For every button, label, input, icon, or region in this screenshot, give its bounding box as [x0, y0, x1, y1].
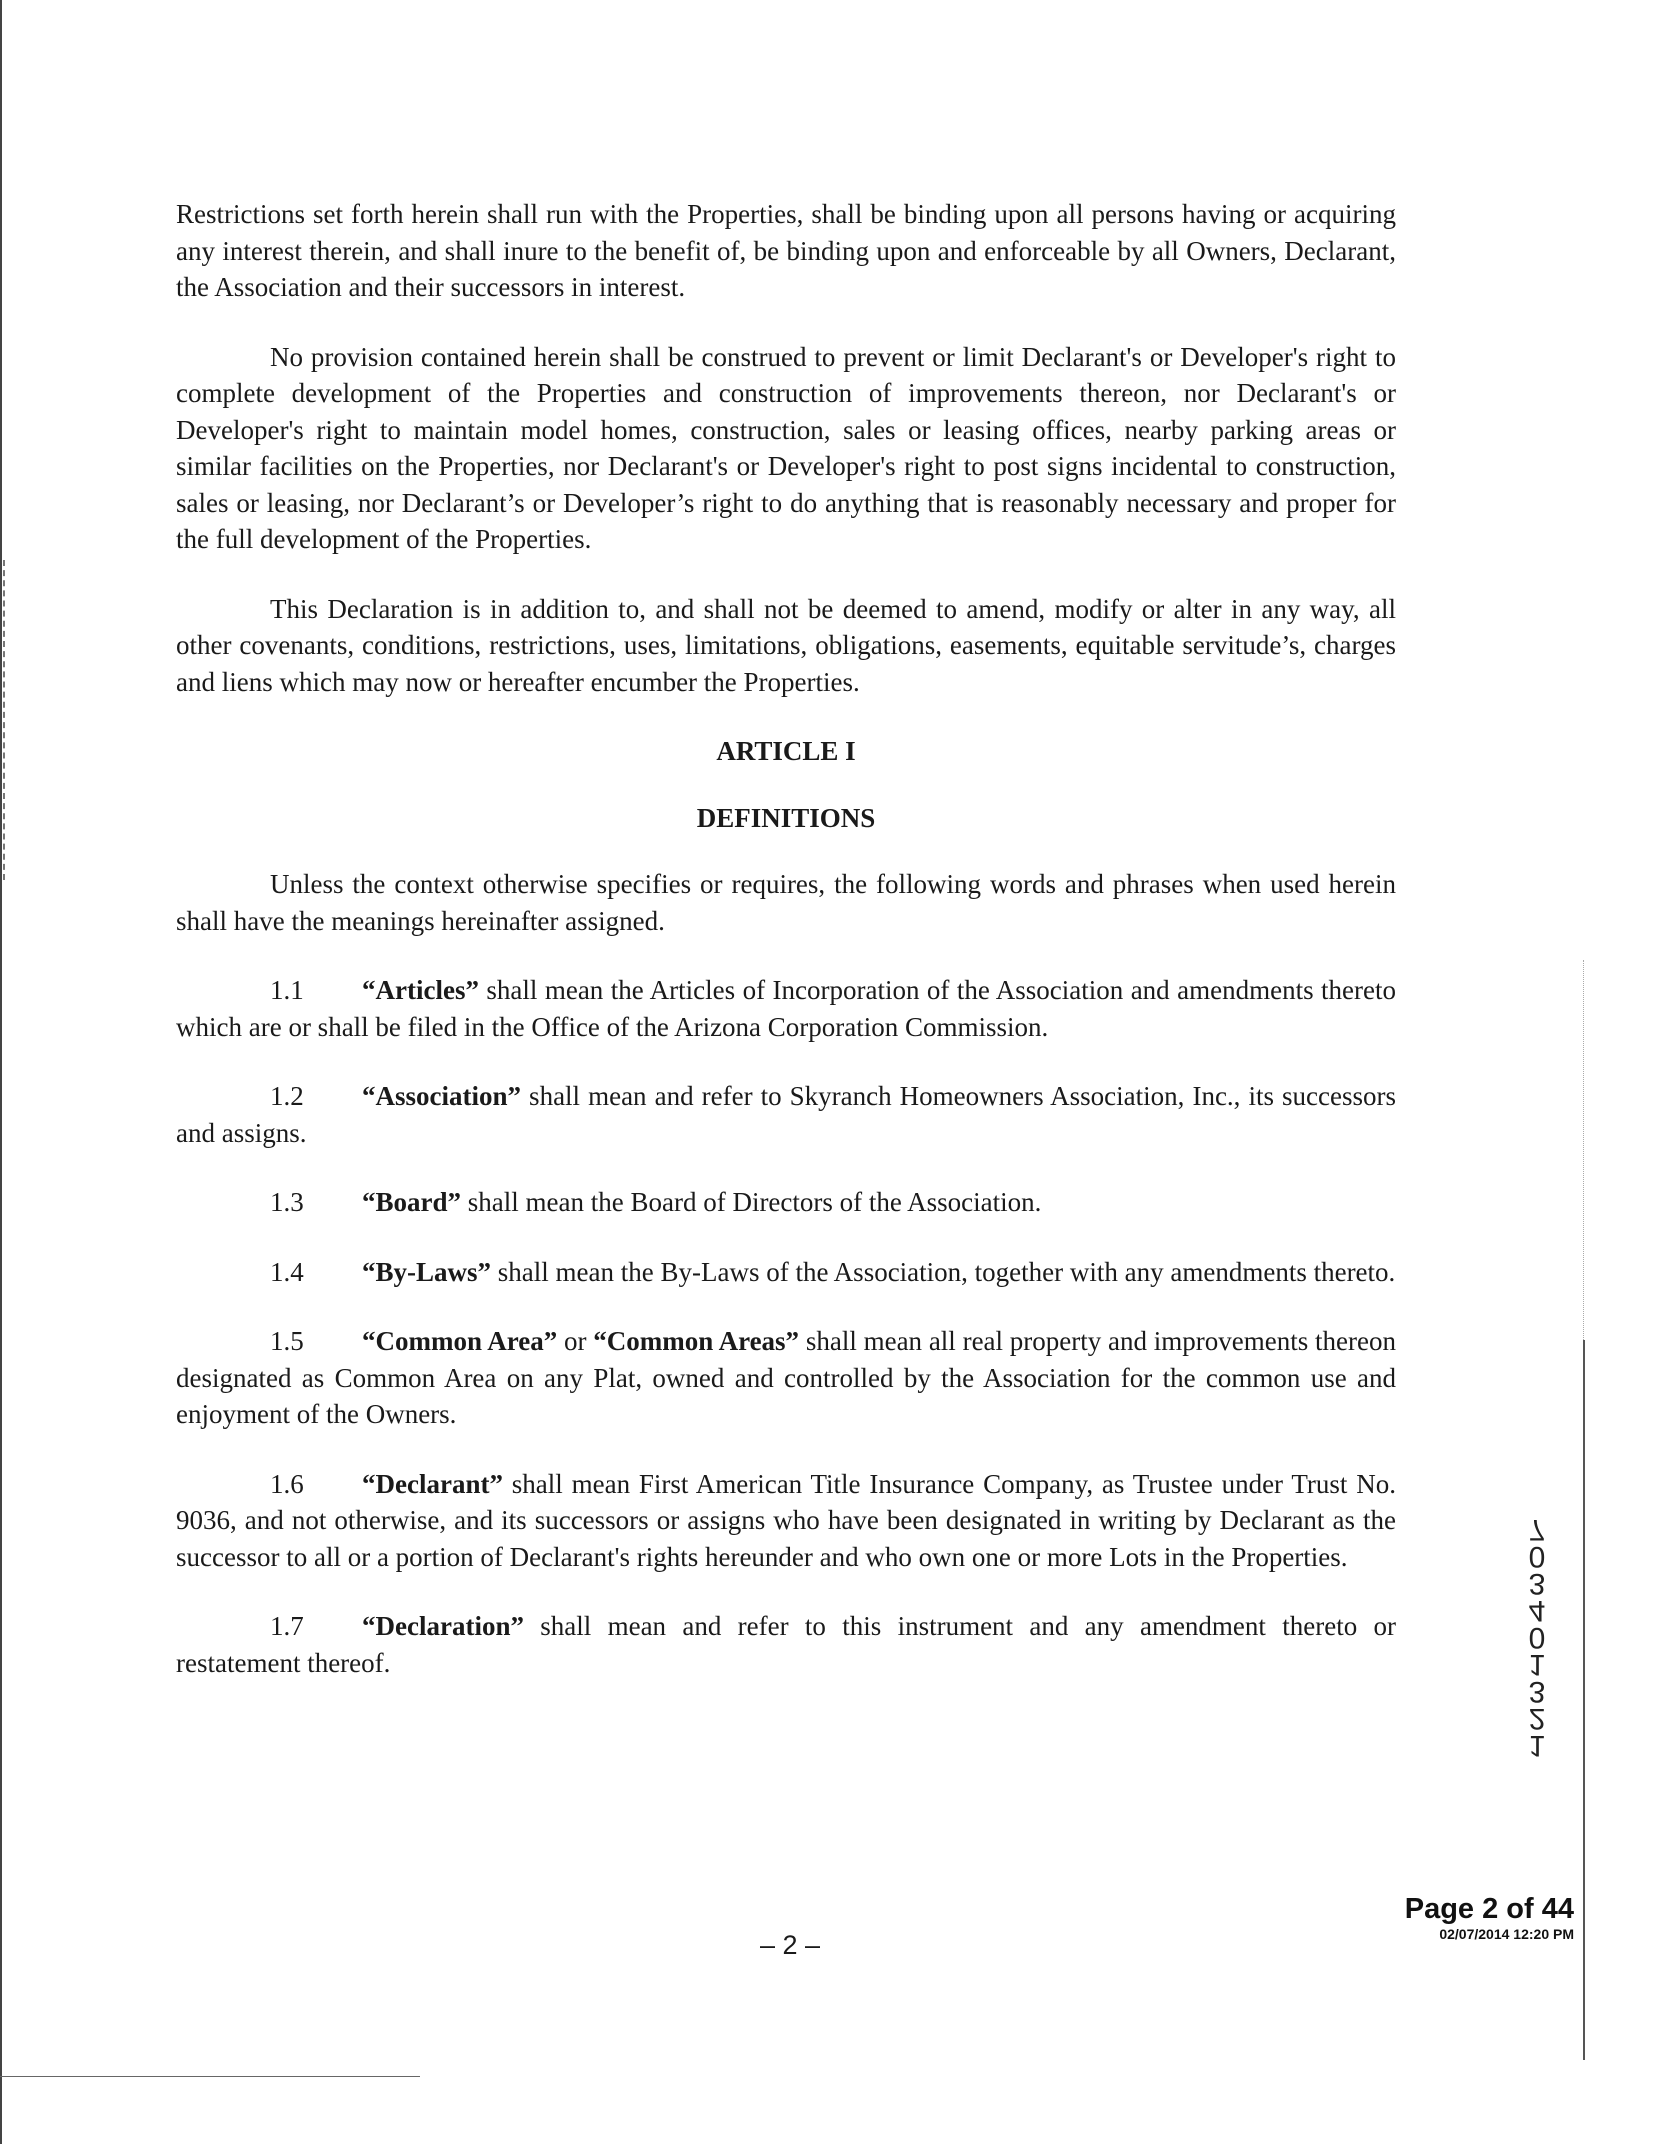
recording-number-stamp — [1522, 1513, 1552, 1762]
definitions-intro: Unless the context otherwise specifies or requires, the following words and phrases when used herein shall have the meanings hereinafter assigned. — [176, 869, 1396, 936]
definition-term: “By-Laws” — [362, 1256, 492, 1287]
definitions-heading: DEFINITIONS — [696, 802, 876, 833]
definition-board — [176, 1184, 1396, 1221]
definition-bylaws — [176, 1254, 1396, 1291]
definition-term: “Declarant” — [362, 1468, 503, 1499]
recording-digit: 0 — [1528, 1540, 1546, 1573]
recording-digit: 7 — [1528, 1513, 1546, 1546]
definition-number: 1.3 — [270, 1187, 304, 1217]
definition-connector: or — [557, 1326, 594, 1356]
recording-digit: 0 — [1528, 1621, 1546, 1654]
page-left-edge-marks — [3, 560, 7, 880]
paragraph-restrictions: Restrictions set forth herein shall run with the Properties, shall be binding upon all persons having or acquiring any interest therein, and shall inure to the benefit of, be binding upon and enforceable by all Owners, Declarant, the Association and their successors in interest. — [176, 199, 1396, 302]
paragraph-declaration-addition: This Declaration is in addition to, and shall not be deemed to amend, modify or alter in any way, all other covenants, conditions, restrictions, uses, limitations, obligations, easements, equitable servitude’s, charges and liens which may now or hereafter encumber the Properties. — [176, 593, 1396, 697]
page-number: – 2 – — [759, 1930, 821, 1960]
definition-association — [176, 1078, 1396, 1151]
page-of-label: Page 2 of 44 — [1404, 1893, 1574, 1925]
definition-text: shall mean and refer to this instrument and any amendment thereto or restatement thereof. — [176, 1611, 1396, 1678]
definition-text: shall mean the Board of Directors of the Association. — [461, 1187, 1042, 1217]
definition-text: shall mean all real property and improvements thereon designated as Common Area on any Plat, owned and controlled by the Association for the common use and enjoyment of the Owners. — [176, 1326, 1396, 1429]
recording-digit: 2 — [1528, 1702, 1546, 1735]
recording-digit: 3 — [1528, 1567, 1546, 1600]
recording-digit: 4 — [1528, 1594, 1546, 1627]
definition-text: shall mean the Articles of Incorporation of the Association and amendments thereto which are or shall be filed in the Office of the Arizona Corporation Commission. — [176, 975, 1396, 1042]
definition-text: shall mean First American Title Insurance Company, as Trustee under Trust No. 9036, and not otherwise, and its successors or assigns who have been designated in writing by Declarant as the successor to all or a portion of Declarant's rights hereunder and who own one or more Lots in the Properties. — [176, 1468, 1396, 1572]
definition-term: “Articles” — [362, 975, 479, 1005]
page-right-edge — [1583, 1340, 1585, 2060]
page-right-edge-faint — [1583, 960, 1585, 1340]
definition-number: 1.7 — [270, 1611, 304, 1641]
definition-term: “Board” — [362, 1187, 462, 1217]
stamp-date-time: 02/07/2014 12:20 PM — [1439, 1926, 1574, 1942]
page-stamp — [1374, 1893, 1574, 1943]
definition-number: 1.5 — [270, 1326, 304, 1356]
definition-number: 1.6 — [270, 1468, 304, 1499]
definition-common-area — [176, 1323, 1396, 1433]
definition-text: shall mean and refer to Skyranch Homeowners Association, Inc., its successors and assigns. — [176, 1081, 1396, 1148]
bottom-scan-rule — [0, 2076, 420, 2077]
definition-declarant — [176, 1466, 1396, 1576]
document-body — [176, 196, 1396, 1714]
recording-digit: 3 — [1528, 1675, 1546, 1708]
definition-number: 1.4 — [270, 1256, 304, 1287]
article-heading: ARTICLE I — [716, 736, 856, 766]
paragraph-developer-rights: No provision contained herein shall be construed to prevent or limit Declarant's or Developer's right to complete development of the Properties and construction of improvements thereon, nor Declarant's or Developer's right to maintain model homes, construction, sales or leasing offices, nearby parking areas or similar facilities on the Properties, nor Declarant's or Developer's right to post signs incidental to construction, sales or leasing, nor Declarant’s or Developer’s right to do anything that is reasonably necessary and proper for the full development of the Properties. — [176, 341, 1396, 554]
definition-articles — [176, 972, 1396, 1045]
definition-number: 1.1 — [270, 975, 304, 1005]
recording-digit: 1 — [1528, 1729, 1546, 1762]
definition-term: “Common Area” — [362, 1326, 558, 1356]
definition-term: “Association” — [362, 1081, 522, 1111]
recording-digit: 1 — [1528, 1648, 1546, 1681]
definition-term: “Declaration” — [362, 1611, 524, 1641]
page-left-edge — [0, 0, 2, 2144]
definition-number: 1.2 — [270, 1081, 304, 1111]
definition-term-alt: “Common Areas” — [593, 1326, 800, 1356]
definition-declaration — [176, 1608, 1396, 1681]
definition-text: shall mean the By-Laws of the Association, together with any amendments thereto. — [491, 1256, 1396, 1287]
